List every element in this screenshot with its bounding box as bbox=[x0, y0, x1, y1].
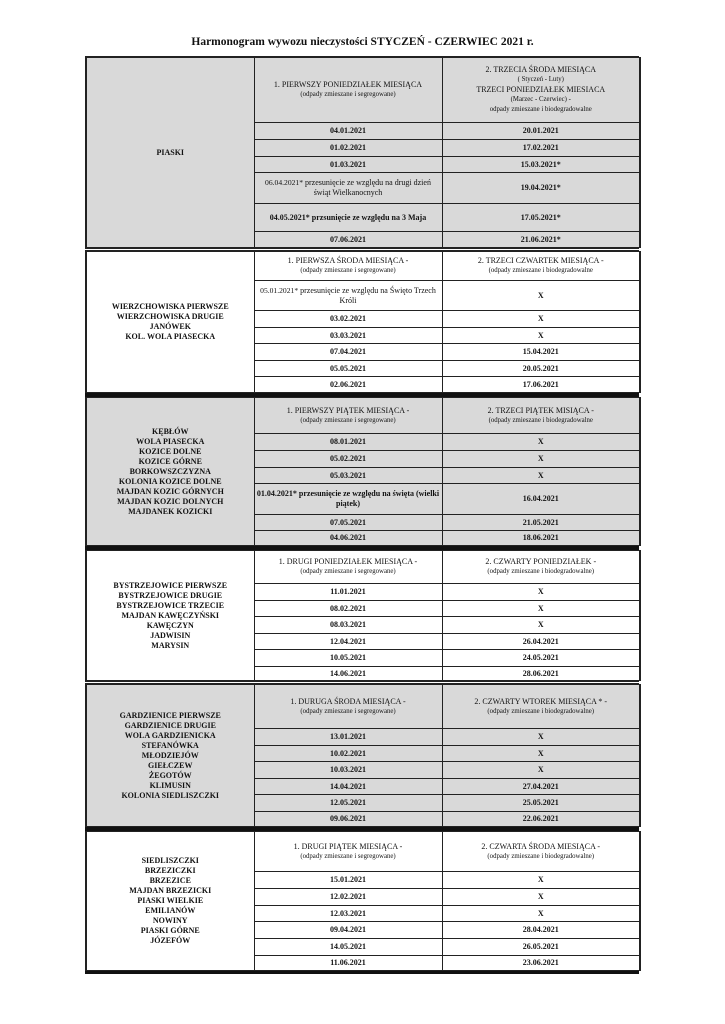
date-cell: 08.01.2021 bbox=[254, 434, 442, 451]
section-header-row bbox=[86, 58, 640, 123]
date-cell: 11.01.2021 bbox=[254, 584, 442, 601]
section-header-row bbox=[86, 685, 640, 729]
date-cell: 12.02.2021 bbox=[254, 889, 442, 906]
place-name: SIEDLISZCZKI bbox=[141, 856, 199, 865]
date-cell: 15.03.2021* bbox=[442, 157, 640, 173]
date-cell: 07.04.2021 bbox=[254, 344, 442, 361]
date-cell: 13.01.2021 bbox=[254, 729, 442, 746]
col2-header-title: 2. CZWARTY PONIEDZIAŁEK - bbox=[485, 557, 597, 566]
col2-header-title: 2. TRZECI CZWARTEK MIESIĄCA - bbox=[477, 256, 604, 265]
schedule-section-piaski bbox=[85, 57, 641, 248]
place-name: NOWINY bbox=[152, 916, 188, 925]
place-name: WIERZCHOWISKA PIERWSZE bbox=[111, 302, 229, 311]
date-cell: X bbox=[442, 746, 640, 762]
col1-header bbox=[254, 551, 442, 584]
date-cell: 10.02.2021 bbox=[254, 746, 442, 762]
date-cell: X bbox=[442, 451, 640, 468]
schedule-section-bystrzejowice bbox=[85, 550, 641, 681]
place-name: JADWISIN bbox=[150, 630, 191, 640]
place-name: MAJDANEK KOZICKI bbox=[128, 506, 213, 516]
date-cell: 03.02.2021 bbox=[254, 311, 442, 328]
col2-header bbox=[442, 252, 640, 281]
place-name: MAJDAN KOZIC DOLNYCH bbox=[117, 496, 224, 506]
places-cell bbox=[86, 58, 254, 248]
date-cell: X bbox=[442, 584, 640, 601]
place-name: GARDZIENICE DRUGIE bbox=[124, 720, 216, 730]
schedule-section-keblow bbox=[85, 397, 641, 546]
date-cell: 17.05.2021* bbox=[442, 204, 640, 232]
date-cell: 20.01.2021 bbox=[442, 123, 640, 140]
col1-header bbox=[254, 685, 442, 729]
col2-header bbox=[442, 398, 640, 434]
place-name: WOLA PIASECKA bbox=[136, 436, 205, 446]
col2-header-subtitle: (odpady zmieszane i biodegradowalne) bbox=[487, 568, 595, 575]
place-name: KOL. WOLA PIASECKA bbox=[125, 332, 216, 341]
place-name: KLIMUSIN bbox=[149, 780, 191, 790]
place-name: STEFANÓWKA bbox=[141, 740, 199, 750]
date-cell: 23.06.2021 bbox=[442, 956, 640, 971]
date-cell: X bbox=[442, 328, 640, 344]
place-name: GARDZIENICE PIERWSZE bbox=[119, 710, 221, 720]
place-name: EMILIANÓW bbox=[145, 906, 196, 915]
date-cell: 14.06.2021 bbox=[254, 667, 442, 681]
place-name: WIERZCHOWISKA DRUGIE bbox=[116, 312, 224, 321]
col2-header-subtitle: (odpady zmieszane i biodegradowalne bbox=[488, 267, 593, 274]
place-name: MAJDAN BRZEZICKI bbox=[129, 886, 212, 895]
date-cell: 28.04.2021 bbox=[442, 922, 640, 939]
col1-header-subtitle: (odpady zmieszane i segregowane) bbox=[300, 267, 396, 274]
date-cell: 12.04.2021 bbox=[254, 634, 442, 650]
place-name: JANÓWEK bbox=[149, 322, 191, 331]
place-name: KOLONIA KOZICE DOLNE bbox=[118, 476, 222, 486]
date-cell: 12.03.2021 bbox=[254, 906, 442, 922]
places-cell bbox=[86, 252, 254, 393]
place-name: PIASKI GÓRNE bbox=[140, 926, 200, 935]
date-cell: 09.06.2021 bbox=[254, 812, 442, 827]
date-cell: 05.03.2021 bbox=[254, 468, 442, 484]
date-cell: X bbox=[442, 601, 640, 617]
date-cell: X bbox=[442, 468, 640, 484]
place-name: JÓZEFÓW bbox=[150, 936, 191, 945]
col1-header-subtitle: (odpady zmieszane i segregowane) bbox=[300, 852, 396, 860]
date-cell: 15.01.2021 bbox=[254, 872, 442, 889]
date-cell: X bbox=[442, 872, 640, 889]
col2-header-title: 2. CZWARTY WTOREK MIESIĄCA * - bbox=[474, 696, 608, 706]
date-note-cell bbox=[254, 281, 442, 311]
col2-header-line: 2. TRZECIA ŚRODA MIESIĄCA bbox=[485, 65, 597, 74]
date-cell: 26.05.2021 bbox=[442, 939, 640, 956]
date-cell: 04.01.2021 bbox=[254, 123, 442, 140]
col1-header-title: 1. DRUGI PIĄTEK MIESIĄCA - bbox=[293, 841, 403, 851]
date-cell: X bbox=[442, 889, 640, 906]
place-name: BYSTRZEJOWICE PIERWSZE bbox=[113, 580, 228, 590]
place-name: KAWĘCZYN bbox=[146, 620, 194, 630]
date-cell: X bbox=[442, 906, 640, 922]
col1-header bbox=[254, 398, 442, 434]
date-cell: 22.06.2021 bbox=[442, 812, 640, 827]
col2-header bbox=[442, 685, 640, 729]
col1-header-title: 1. PIERWSZA ŚRODA MIESIĄCA - bbox=[287, 256, 409, 265]
col1-header-subtitle: (odpady zmieszane i segregowane) bbox=[300, 91, 396, 98]
date-cell: 21.05.2021 bbox=[442, 515, 640, 531]
date-cell: X bbox=[442, 762, 640, 779]
document-title: Harmonogram wywozu nieczystości STYCZEŃ - CZERWIEC 2021 r. bbox=[191, 36, 534, 48]
place-name: BYSTRZEJOWICE TRZECIE bbox=[116, 600, 225, 610]
col1-header-title: 1. PIERWSZY PONIEDZIAŁEK MIESIĄCA bbox=[273, 80, 423, 89]
col2-header bbox=[442, 58, 640, 123]
date-cell: 03.03.2021 bbox=[254, 328, 442, 344]
date-cell: 16.04.2021 bbox=[442, 484, 640, 515]
date-note: przesunięcie ze względu na drugi dzień świąt Wielkanocnych bbox=[305, 178, 431, 197]
place-name: MAJDAN KAWĘCZYŃSKI bbox=[121, 610, 220, 620]
col2-header bbox=[442, 551, 640, 584]
date-cell: 24.05.2021 bbox=[442, 650, 640, 667]
date-cell: 17.06.2021 bbox=[442, 377, 640, 393]
date-cell: 12.05.2021 bbox=[254, 795, 442, 812]
col2-header-subtitle: (odpady zmieszane i biodegradowalne bbox=[488, 416, 593, 424]
date-cell: 10.03.2021 bbox=[254, 762, 442, 779]
col1-header bbox=[254, 832, 442, 872]
date-cell: X bbox=[442, 434, 640, 451]
date-cell: 28.06.2021 bbox=[442, 667, 640, 681]
place-name: MARYSIN bbox=[151, 640, 190, 650]
place-name: ŻEGOTÓW bbox=[148, 770, 192, 780]
col1-header bbox=[254, 58, 442, 123]
schedule-section-wierzchowiska bbox=[85, 251, 641, 393]
date-cell: 18.06.2021 bbox=[442, 531, 640, 546]
date-cell: 21.06.2021* bbox=[442, 232, 640, 248]
places-cell bbox=[86, 832, 254, 971]
places-cell bbox=[86, 685, 254, 827]
col2-header-line: odpady zmieszane i biodegradowalne bbox=[489, 106, 592, 113]
schedule-section-siedliszczki bbox=[85, 831, 641, 971]
place-name: GIEŁCZEW bbox=[148, 760, 193, 770]
place-name: MŁODZIEJÓW bbox=[141, 750, 199, 760]
place-name: KOZICE DOLNE bbox=[139, 446, 202, 456]
date-cell: 09.04.2021 bbox=[254, 922, 442, 939]
schedule-document bbox=[85, 56, 639, 974]
col2-header-line: ( Styczeń - Luty) bbox=[517, 76, 564, 83]
place-name: WOLA GARDZIENICKA bbox=[124, 730, 216, 740]
place-name: BORKOWSZCZYZNA bbox=[129, 466, 211, 476]
date-cell: 27.04.2021 bbox=[442, 779, 640, 795]
date-cell: 11.06.2021 bbox=[254, 956, 442, 971]
date-cell: 14.04.2021 bbox=[254, 779, 442, 795]
date-value: 06.04.2021* bbox=[265, 178, 303, 187]
date-note-cell: 01.04.2021* przesunięcie ze względu na święta (wielki piątek) bbox=[254, 484, 442, 515]
col1-header-title: 1. DURUGA ŚRODA MIESIĄCA - bbox=[290, 696, 406, 706]
col2-header-subtitle: (odpady zmieszane i biodegradowalne) bbox=[487, 707, 595, 715]
date-cell: 01.02.2021 bbox=[254, 140, 442, 157]
col1-header bbox=[254, 252, 442, 281]
date-cell: 08.02.2021 bbox=[254, 601, 442, 617]
section-header-row bbox=[86, 832, 640, 872]
section-header-row bbox=[86, 252, 640, 281]
table-bottom-border bbox=[85, 971, 639, 974]
col2-header-line: TRZECI PONIEDZIAŁEK MIESIACA bbox=[476, 85, 606, 94]
section-header-row bbox=[86, 551, 640, 584]
col2-header-subtitle: (odpady zmieszane i biodegradowalne) bbox=[487, 852, 595, 860]
date-cell: 01.03.2021 bbox=[254, 157, 442, 173]
places-cell bbox=[86, 398, 254, 546]
place-name: BRZEZICZKI bbox=[144, 866, 196, 875]
place-name: KĘBŁÓW bbox=[152, 426, 189, 436]
col1-header-title: 1. DRUGI PONIEDZIAŁEK MIESIĄCA - bbox=[278, 557, 418, 566]
date-cell: 07.05.2021 bbox=[254, 515, 442, 531]
date-cell: 05.02.2021 bbox=[254, 451, 442, 468]
section-header-row bbox=[86, 398, 640, 434]
place-name: MAJDAN KOZIC GÓRNYCH bbox=[116, 486, 224, 496]
date-note-cell bbox=[254, 173, 442, 204]
col1-header-title: 1. PIERWSZY PIĄTEK MIESIĄCA - bbox=[286, 405, 410, 415]
place-name: BRZEZICE bbox=[149, 876, 191, 885]
date-cell: 26.04.2021 bbox=[442, 634, 640, 650]
date-value: 05.01.2021* bbox=[260, 285, 299, 295]
col2-header-title: 2. CZWARTA ŚRODA MIESIĄCA - bbox=[481, 841, 601, 851]
date-note-cell: 04.05.2021* przsunięcie ze względu na 3 Maja bbox=[254, 204, 442, 232]
date-cell: 05.05.2021 bbox=[254, 361, 442, 377]
date-cell: 17.02.2021 bbox=[442, 140, 640, 157]
date-cell: 10.05.2021 bbox=[254, 650, 442, 667]
col1-header-subtitle: (odpady zmieszane i segregowane) bbox=[300, 568, 396, 575]
date-cell: 20.05.2021 bbox=[442, 361, 640, 377]
place-name: BYSTRZEJOWICE DRUGIE bbox=[118, 590, 223, 600]
date-cell: 14.05.2021 bbox=[254, 939, 442, 956]
date-cell: 02.06.2021 bbox=[254, 377, 442, 393]
date-cell: X bbox=[442, 617, 640, 634]
col1-header-subtitle: (odpady zmieszane i segregowane) bbox=[300, 707, 396, 715]
place-name: PIASKI WIELKIE bbox=[137, 896, 204, 905]
date-cell: 15.04.2021 bbox=[442, 344, 640, 361]
date-cell: X bbox=[442, 311, 640, 328]
col2-header-title: 2. TRZECI PIĄTEK MISIĄCA - bbox=[487, 405, 594, 415]
place-name: KOLONIA SIEDLISZCZKI bbox=[121, 790, 220, 800]
col1-header-subtitle: (odpady zmieszane i segregowane) bbox=[300, 416, 396, 424]
date-cell: 19.04.2021* bbox=[442, 173, 640, 204]
date-cell: 07.06.2021 bbox=[254, 232, 442, 248]
date-cell: 04.06.2021 bbox=[254, 531, 442, 546]
places-cell bbox=[86, 551, 254, 681]
date-cell: 08.03.2021 bbox=[254, 617, 442, 634]
place-name: PIASKI bbox=[156, 147, 185, 157]
date-cell: X bbox=[442, 281, 640, 311]
place-name: KOZICE GÓRNE bbox=[138, 456, 202, 466]
date-note: przesunięcie ze względu na Święto Trzech Króli bbox=[300, 285, 436, 305]
col2-header-line: (Marzec - Czerwiec) - bbox=[510, 96, 571, 103]
date-cell: 25.05.2021 bbox=[442, 795, 640, 812]
col2-header bbox=[442, 832, 640, 872]
schedule-section-gardzienice bbox=[85, 684, 641, 827]
date-cell: X bbox=[442, 729, 640, 746]
